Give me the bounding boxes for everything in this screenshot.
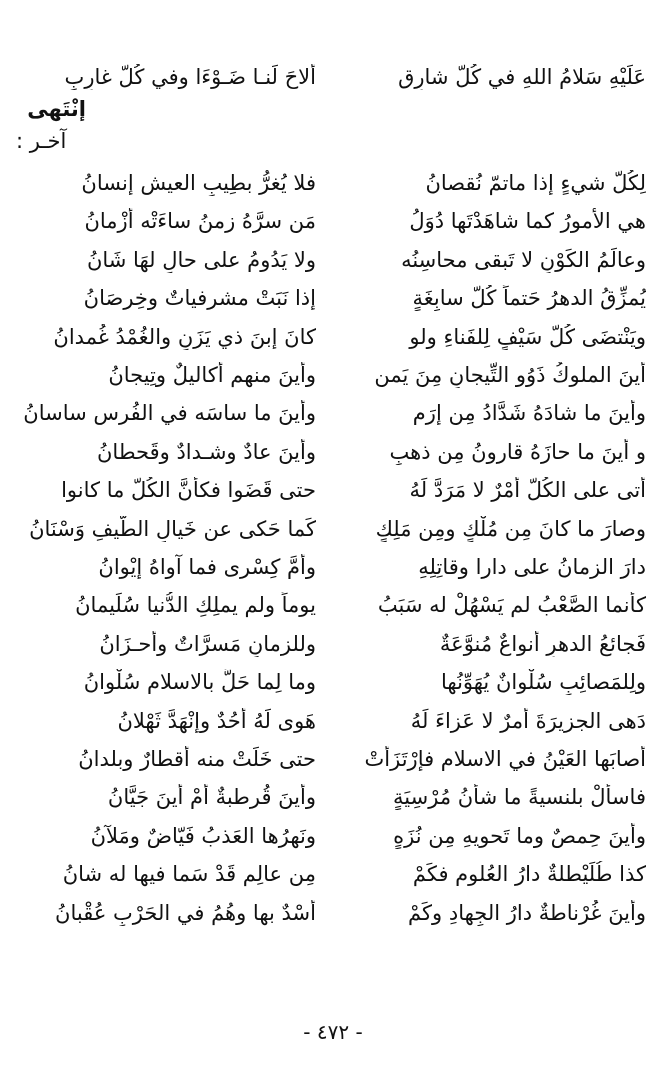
verse-6-left: وأينَ منهم أكاليلٌ وتِيجانُ [108, 363, 316, 387]
verse-6-right: أينَ الملوكُ ذَوُو التِّيجانِ مِنَ يَمنٍ [374, 363, 646, 387]
verse-17-right: فاسألْ بلنسيةً ما شأنُ مُرْسِيَةٍ [393, 785, 646, 809]
verse-15-left: هَوى لَهُ أُحُدٌ وإنْهَدَّ ثَهْلانُ [117, 709, 316, 733]
verse-16-left: حتى خَلَتْ منه أقطارٌ وبلدانُ [78, 747, 316, 771]
other-label: آخـر : [16, 129, 67, 153]
verse-20-right: وأينَ غُرْناطةٌ دارُ الجِهادِ وكَمْ [408, 901, 646, 925]
verse-7-right: وأينَ ما شادَهُ شَدَّادُ مِن إرَمٍ [412, 401, 646, 425]
verse-20-left: أُسْدٌ بها وهُمُ في الحَرْبِ عُقْبانُ [55, 901, 316, 925]
verse-15-right: دَهى الجزيرَةَ أمرٌ لا عَزاءَ لَهُ [410, 709, 646, 733]
verse-11-right: دارَ الزمانُ على دارا وقاتِلِهِ [418, 555, 646, 579]
verse-8-right: و أينَ ما حازَهُ قارونُ مِن ذهبٍ [389, 440, 646, 464]
verse-14-left: وما لِما حَلَّ بالاسلامِ سُلْوانُ [83, 670, 316, 694]
verse-10-right: وصارَ ما كانَ مِن مُلْكٍ ومِن مَلِكٍ [375, 517, 646, 541]
verse-3-left: ولا يَدُومُ على حالٍ لهَا شَانُ [86, 248, 316, 272]
verse-4-left: إذا نَبَتْ مشرفياتٌ وخِرصَانُ [83, 286, 316, 310]
verse-1-left: فلا يُغرُّ بطِيبِ العيشِ إنسانُ [81, 171, 316, 195]
verse-2-right: هي الأمورُ كما شاهَدْتَها دُوَلُ [409, 209, 646, 233]
verse-19-right: كذا طُلَيْطلةٌ دارُ العُلومِ فكَمْ [412, 862, 646, 886]
verse-8-left: وأينَ عادٌ وشـدادٌ وقَحطانُ [97, 440, 316, 464]
verse-18-left: ونَهرُها العَذبُ فَيّاضٌ ومَلآنُ [90, 824, 316, 848]
verse-16-right: أصابَها العَيْنُ في الاسلامِ فإرْتَزَأَتْ [364, 747, 646, 771]
page-number: - ٤٧٢ - [303, 1020, 363, 1044]
end-label: إنْتَهى [27, 97, 86, 121]
verse-3-right: وعالَمُ الكَوْنِ لا تَبقى محاسِنُه [401, 248, 646, 272]
verse-9-left: حتى قَضَوا فكأنَّ الكُلّ ما كانوا [61, 478, 316, 502]
verse-4-right: يُمزِّقُ الدهرُ حَتماً كُلّ سابِغَةٍ [412, 286, 646, 310]
verse-7-left: وأينَ ما ساسَه في الفُرسِ ساسانُ [23, 401, 316, 425]
verse-13-left: وللزمانِ مَسرَّاتٌ وأحـزَانُ [99, 632, 316, 656]
verse-5-right: ويَنْتضَى كُلّ سَيْفٍ لِلفَناءِ ولو [409, 325, 646, 349]
verse-12-left: يوماً ولم يملِكِ الدُّنيا سُلَيمانُ [75, 593, 316, 617]
verse-14-right: ولِلمَصائِبِ سُلْوانٌ يُهَوِّنُها [440, 670, 646, 694]
top-verse-first-half: أَلاحَ لَنـا ضَـوْءَا وفي كُلّ غارِبِ [64, 65, 316, 89]
verse-19-left: مِن عالِمٍ قَدْ سَما فيها له شانُ [62, 862, 316, 886]
verse-2-left: مَن سرَّهُ زمنُ ساءَتْه أزْمانُ [84, 209, 316, 233]
verse-11-left: وأمَّ كِسْرى فما آواهُ إيْوانُ [98, 555, 316, 579]
verse-10-left: كَما حَكى عنِ خَيالِ الطَّيفِ وَسْنَانُ [29, 517, 316, 541]
verse-1-right: لِكُلّ شيءٍ إذا ماتمّ نُقصانُ [425, 171, 646, 195]
verse-5-left: كانَ إبنَ ذي يَزَنٍ والغُمْدُ غُمدانُ [53, 325, 316, 349]
verse-17-left: وأينَ قُرطبةٌ أمْ أينَ جَيَّانُ [107, 785, 316, 809]
verse-9-right: أتى على الكُلّ أمْرٌ لا مَرَدَّ لَهُ [409, 478, 646, 502]
top-verse-second-half: عَلَيْهِ سَلامُ اللهِ في كُلّ شارِقِ [398, 65, 646, 89]
verse-12-right: كأنما الصَّعْبُ لم يَسْهُلْ له سَبَبُ [377, 593, 646, 617]
verse-18-right: وأينَ حِمصٌ وما تَحويهِ مِن نُزَهٍ [393, 824, 646, 848]
verse-13-right: فَجائعُ الدهرِ أنواعٌ مُنوَّعَةٌ [439, 632, 646, 656]
